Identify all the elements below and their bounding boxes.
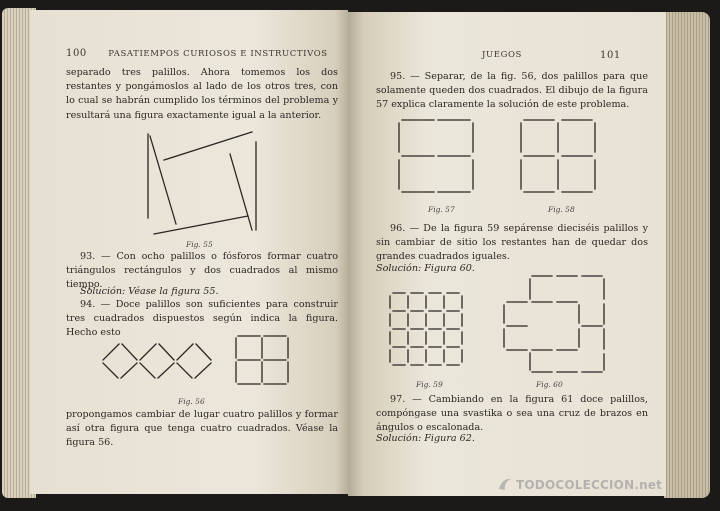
left-page-number: 100 (66, 48, 87, 59)
left-running-head: PASATIEMPOS CURIOSOS E INSTRUCTIVOS (108, 49, 328, 59)
left-page-number-row (66, 48, 328, 59)
solution-93: Solución: Véase la figura 55. (80, 286, 219, 297)
solution-96: Solución: Figura 60. (376, 263, 475, 274)
problem-93: 93. — Con ocho palillos o fósforos formar cuatro triángulos rectángulos y dos cuadrados al mismo tiempo. (66, 251, 338, 291)
caption-fig-59: Fig. 59 (416, 380, 443, 389)
caption-fig-56: Fig. 56 (178, 397, 205, 406)
caption-fig-57: Fig. 57 (428, 205, 455, 214)
problem-96: 96. — De la figura 59 sepárense dieciséis palillos y sin cambiar de sitio los restantes han de quedar dos grandes cuadrados iguales. (376, 223, 648, 263)
left-page (30, 10, 348, 494)
caption-fig-58: Fig. 58 (548, 205, 575, 214)
figure-57 (396, 116, 482, 198)
page-edges-right (664, 12, 710, 498)
figure-56 (230, 332, 296, 392)
problem-94: 94. — Doce palillos son suficientes para construir tres cuadrados dispuestos según indica la figura. Hecho esto (66, 299, 338, 339)
solution-97: Solución: Figura 62. (376, 433, 475, 444)
right-page-number: 101 (600, 50, 621, 61)
right-page (348, 12, 666, 496)
watermark-text: TODOCOLECCION.net (516, 478, 663, 492)
figure-59 (388, 290, 470, 372)
problem-97: 97. — Cambiando en la figura 61 doce palillos, compóngase una svastika o sea una cruz de brazos en ángulos o escalonada. (376, 394, 648, 434)
problem-95: 95. — Separar, de la fig. 56, dos palillos para que solamente queden dos cuadrados. El dibujo de la figura 57 explica claramente la solución de este problema. (376, 71, 648, 111)
figure-58 (518, 116, 604, 198)
figure-55 (140, 120, 270, 240)
caption-fig-55: Fig. 55 (186, 240, 213, 249)
left-paragraph-94-continued: propongamos cambiar de lugar cuatro palillos y formar así otra figura que tenga cuatro cuadrados. Véase la figura 56. (66, 409, 338, 449)
figure-three-squares (100, 330, 220, 386)
caption-fig-60: Fig. 60 (536, 380, 563, 389)
watermark-logo-icon (496, 475, 514, 493)
right-running-head: JUEGOS (482, 50, 522, 60)
figure-60 (502, 272, 606, 376)
left-paragraph-1: separado tres palillos. Ahora tomemos los dos restantes y pongámoslos al lado de los otros tres, con lo cual se habrán cumplido los términos del problema y resultará una figura exactamente igual a la anterior. (66, 67, 338, 121)
